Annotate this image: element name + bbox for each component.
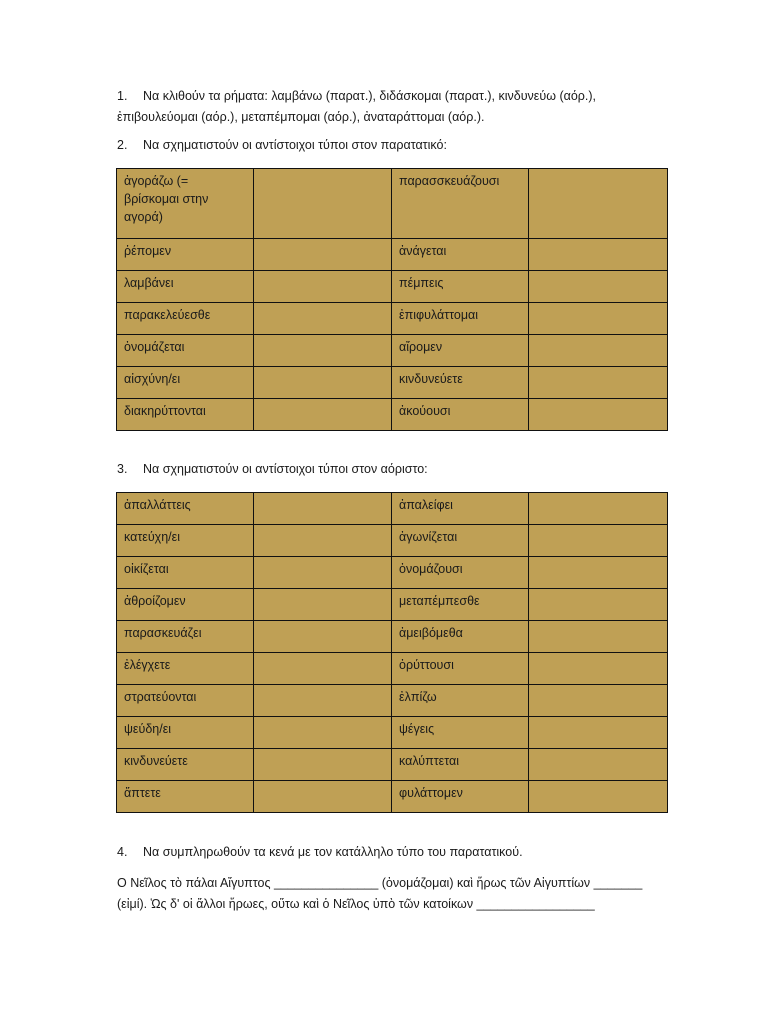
imperfect-table xyxy=(116,168,668,431)
answer-cell[interactable] xyxy=(254,169,392,239)
exercise-2-instruction: Να σχηματιστούν οι αντίστοιχοι τύποι στον παρατατικό: xyxy=(143,138,447,152)
table-row xyxy=(117,239,668,271)
table-row xyxy=(117,493,668,525)
answer-cell[interactable] xyxy=(254,685,392,717)
exercise-3-instruction: Να σχηματιστούν οι αντίστοιχοι τύποι στον αόριστο: xyxy=(143,462,428,476)
verb-form-cell: κινδυνεύετε xyxy=(117,749,254,781)
answer-cell[interactable] xyxy=(254,557,392,589)
answer-cell[interactable] xyxy=(254,239,392,271)
verb-form-cell: ὀνομάζουσι xyxy=(392,557,529,589)
table-row xyxy=(117,781,668,813)
aorist-table xyxy=(116,492,668,813)
answer-cell[interactable] xyxy=(529,399,668,431)
verb-form-cell: ἀπαλλάττεις xyxy=(117,493,254,525)
table-row xyxy=(117,557,668,589)
verb-form-cell: αἰσχύνη/ει xyxy=(117,367,254,399)
exercise-1-text-2: ἐπιβουλεύομαι (αόρ.), μεταπέμπομαι (αόρ.), ἀναταράττομαι (αόρ.). xyxy=(117,110,485,124)
answer-cell[interactable] xyxy=(529,493,668,525)
verb-form-cell: πέμπεις xyxy=(392,271,529,303)
exercise-3-heading xyxy=(117,459,677,480)
verb-form-cell: ὀρύττουσι xyxy=(392,653,529,685)
verb-form-cell: κινδυνεύετε xyxy=(392,367,529,399)
verb-form-cell: στρατεύονται xyxy=(117,685,254,717)
verb-form-cell: καλύπτεται xyxy=(392,749,529,781)
verb-form-cell: ἅπτετε xyxy=(117,781,254,813)
verb-form-cell: ἀγωνίζεται xyxy=(392,525,529,557)
table-row xyxy=(117,621,668,653)
verb-form-cell: παρασκευάζει xyxy=(117,621,254,653)
answer-cell[interactable] xyxy=(254,525,392,557)
verb-form-cell: μεταπέμπεσθε xyxy=(392,589,529,621)
exercise-4-passage-line-1: Ο Νεῖλος τὸ πάλαι Αἴγυπτος _______________ (ὀνομάζομαι) καὶ ἥρως τῶν Αἰγυπτίων _______ xyxy=(117,876,643,890)
answer-cell[interactable] xyxy=(529,781,668,813)
answer-cell[interactable] xyxy=(254,493,392,525)
answer-cell[interactable] xyxy=(529,653,668,685)
verb-form-cell: ἀμειβόμεθα xyxy=(392,621,529,653)
answer-cell[interactable] xyxy=(529,303,668,335)
verb-form-cell: παρακελεύεσθε xyxy=(117,303,254,335)
verb-form-cell: ἀγοράζω (= βρίσκομαι στην αγορά) xyxy=(117,169,254,239)
answer-cell[interactable] xyxy=(254,621,392,653)
answer-cell[interactable] xyxy=(254,589,392,621)
verb-form-cell: ῥέπομεν xyxy=(117,239,254,271)
table-row xyxy=(117,335,668,367)
verb-form-cell: ἀνάγεται xyxy=(392,239,529,271)
verb-form-cell: παρασσκευάζουσι xyxy=(392,169,529,239)
verb-form-cell: ἐπιφυλάττομαι xyxy=(392,303,529,335)
answer-cell[interactable] xyxy=(529,685,668,717)
table-row xyxy=(117,525,668,557)
verb-form-cell: ἀκούουσι xyxy=(392,399,529,431)
exercise-1-text-1: Να κλιθούν τα ρήματα: λαμβάνω (παρατ.), διδάσκομαι (παρατ.), κινδυνεύω (αόρ.), xyxy=(143,89,597,103)
verb-form-cell: ἐλέγχετε xyxy=(117,653,254,685)
exercise-3-number: 3. xyxy=(117,462,128,476)
answer-cell[interactable] xyxy=(254,717,392,749)
exercise-4-number: 4. xyxy=(117,845,128,859)
verb-form-cell: ἀθροίζομεν xyxy=(117,589,254,621)
answer-cell[interactable] xyxy=(529,621,668,653)
answer-cell[interactable] xyxy=(254,303,392,335)
table-row xyxy=(117,169,668,239)
answer-cell[interactable] xyxy=(254,271,392,303)
exercise-1-line-1 xyxy=(117,86,677,107)
answer-cell[interactable] xyxy=(254,335,392,367)
verb-form-cell: ὀνομάζεται xyxy=(117,335,254,367)
answer-cell[interactable] xyxy=(529,749,668,781)
verb-form-cell: λαμβάνει xyxy=(117,271,254,303)
answer-cell[interactable] xyxy=(529,271,668,303)
answer-cell[interactable] xyxy=(254,781,392,813)
exercise-2-heading xyxy=(117,135,677,156)
answer-cell[interactable] xyxy=(529,589,668,621)
verb-form-cell: φυλάττομεν xyxy=(392,781,529,813)
exercise-2-number: 2. xyxy=(117,138,128,152)
exercise-4-passage-line-2: (εἰμί). Ὡς δ' οἱ ἄλλοι ἥρωες, οὕτω καὶ ὁ Νεῖλος ὑπὸ τῶν κατοίκων _________________ xyxy=(117,897,595,911)
answer-cell[interactable] xyxy=(529,557,668,589)
verb-form-cell: ἐλπίζω xyxy=(392,685,529,717)
exercise-4-passage xyxy=(117,873,687,915)
table-row xyxy=(117,303,668,335)
table-row xyxy=(117,589,668,621)
table-row xyxy=(117,367,668,399)
exercise-1-number: 1. xyxy=(117,89,128,103)
verb-form-cell: διακηρύττονται xyxy=(117,399,254,431)
answer-cell[interactable] xyxy=(254,653,392,685)
verb-form-cell: αἴρομεν xyxy=(392,335,529,367)
exercise-4-heading xyxy=(117,842,677,863)
exercise-4-instruction: Να συμπληρωθούν τα κενά με τον κατάλληλο τύπο του παρατατικού. xyxy=(143,845,523,859)
answer-cell[interactable] xyxy=(529,239,668,271)
table-row xyxy=(117,653,668,685)
answer-cell[interactable] xyxy=(254,749,392,781)
answer-cell[interactable] xyxy=(254,399,392,431)
exercise-1 xyxy=(117,86,677,128)
answer-cell[interactable] xyxy=(529,717,668,749)
answer-cell[interactable] xyxy=(529,169,668,239)
table-row xyxy=(117,749,668,781)
answer-cell[interactable] xyxy=(529,335,668,367)
verb-form-cell: ψεύδη/ει xyxy=(117,717,254,749)
table-row xyxy=(117,399,668,431)
verb-form-cell: ἀπαλείφει xyxy=(392,493,529,525)
verb-form-cell: οἰκίζεται xyxy=(117,557,254,589)
answer-cell[interactable] xyxy=(254,367,392,399)
verb-form-cell: κατεύχη/ει xyxy=(117,525,254,557)
table-row xyxy=(117,685,668,717)
answer-cell[interactable] xyxy=(529,367,668,399)
table-row xyxy=(117,271,668,303)
verb-form-cell: ψέγεις xyxy=(392,717,529,749)
answer-cell[interactable] xyxy=(529,525,668,557)
table-row xyxy=(117,717,668,749)
